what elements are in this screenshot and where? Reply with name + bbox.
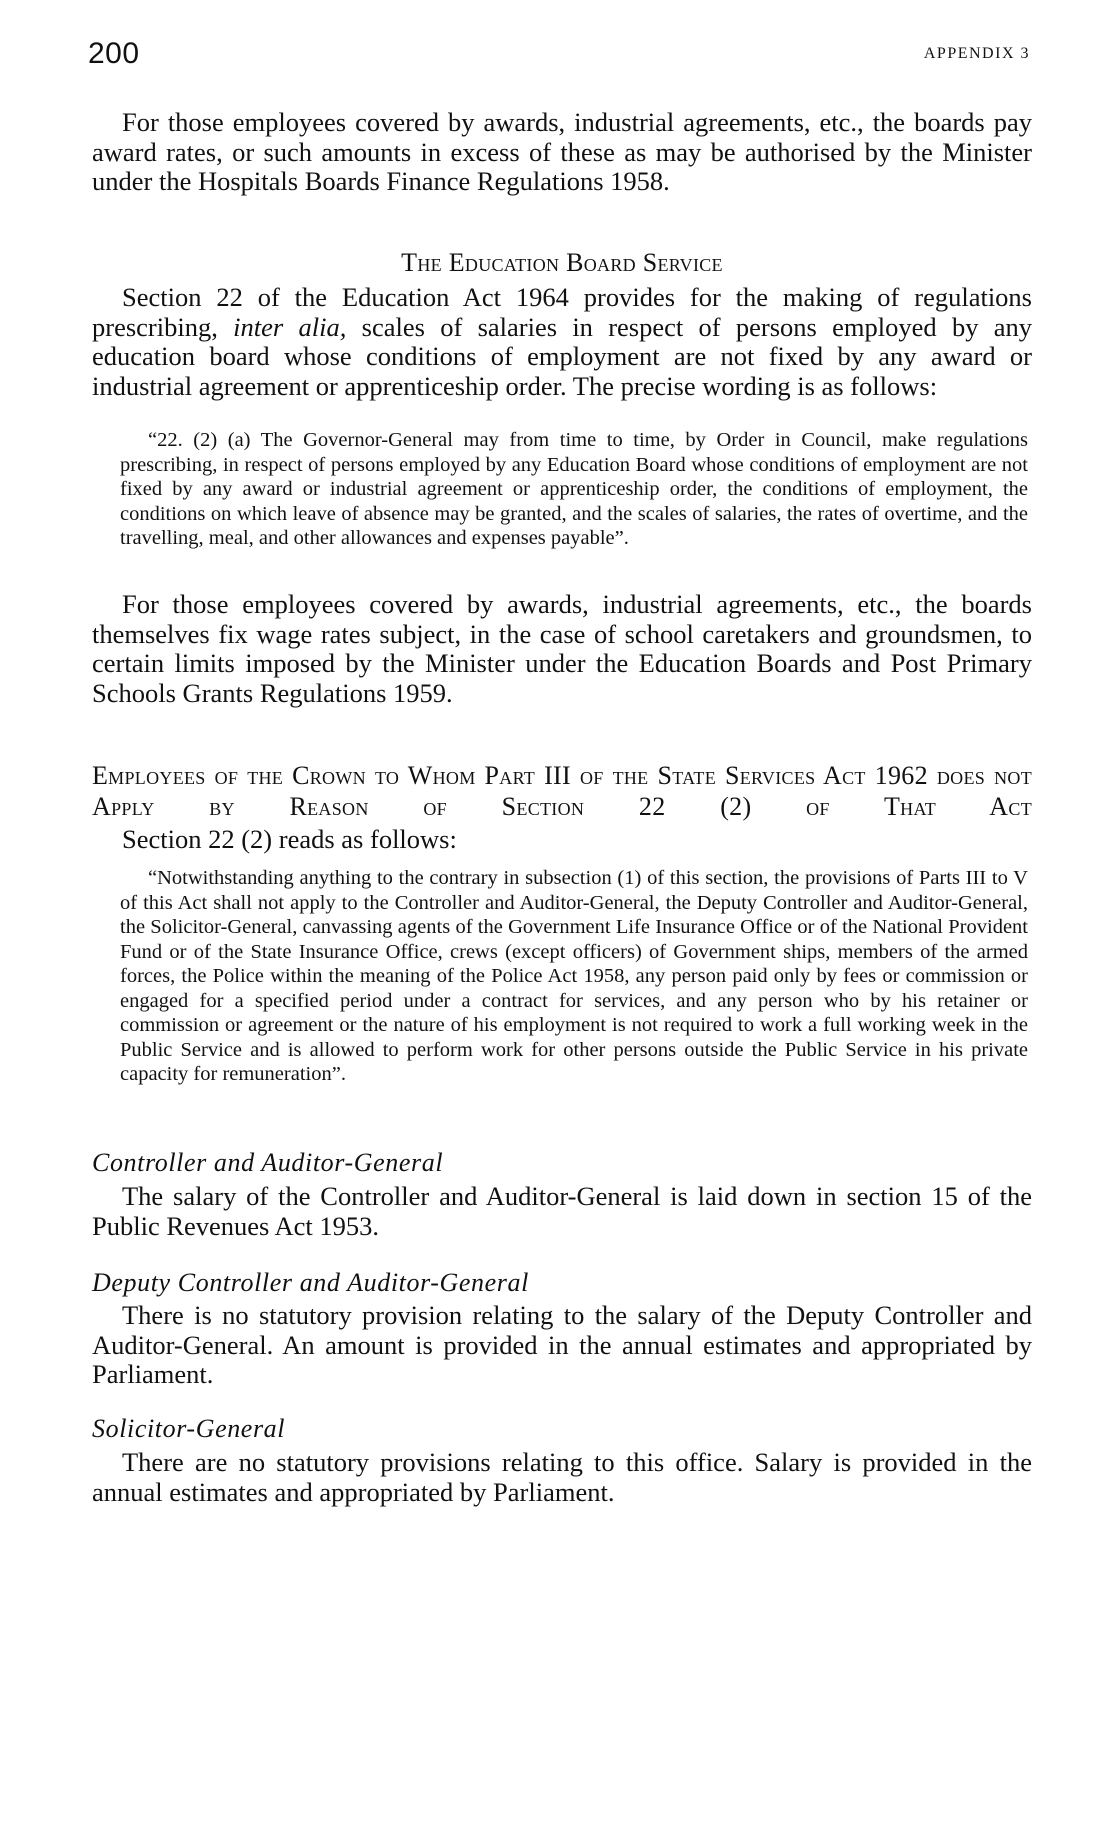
education-intro-part2: scales of salaries in respect of persons employed by any education board whose conditions of employment are not fixed by any award or industrial agreement or apprenticeship order. The precise wording is as follows: [92,311,1033,401]
education-intro-paragraph [92,283,1032,401]
controller-paragraph: The salary of the Controller and Auditor-General is laid down in section 15 of the Public Revenues Act 1953. [92,1181,1032,1241]
page-number: 200 [88,37,140,70]
education-awards-paragraph: For those employees covered by awards, industrial agreements, etc., the boards themselves fix wage rates subject, in the case of school caretakers and groundsmen, to certain limits imposed by the Minister under the Education Boards and Post Primary Schools Grants Regulations 1959. [92,589,1032,708]
appendix-label: APPENDIX 3 [923,45,1030,62]
education-board-heading: The Education Board Service [401,248,723,277]
state-services-quote: “Notwithstanding anything to the contrary in subsection (1) of this section, the provisions of Parts III to V of this Act shall not apply to the Controller and Auditor-General, the Deputy Controller and Auditor-General, the Solicitor-General, canvassing agents of the Government Life Insurance Office or of the National Provident Fund or of the State Insurance Office, crews (except officers) of Government ships, members of the armed forces, the Police within the meaning of the Police Act 1958, any person paid only by fees or commission or engaged for a specified period under a contract for services, and any person who by his retainer or commission or agreement or the nature of his employment is not required to work a full working week in the Public Service and is allowed to perform work for other persons outside the Public Service in his private capacity for remuneration”. [120,867,1028,1085]
controller-heading: Controller and Auditor-General [92,1148,444,1177]
deputy-controller-paragraph: There is no statutory provision relating to the salary of the Deputy Controller and Auditor-General. An amount is provided in the annual estimates and appropriated by Parliament. [92,1300,1032,1389]
education-intro-part1: Section 22 of the Education Act 1964 provides for the making of regulations prescribing, [92,282,1032,342]
hospital-awards-paragraph: For those employees covered by awards, industrial agreements, etc., the boards pay award rates, or such amounts in excess of these as may be authorised by the Minister under the Hospitals Boards Finance Regulations 1958. [92,107,1032,196]
solicitor-general-heading: Solicitor-General [92,1414,286,1443]
section-22-intro: Section 22 (2) reads as follows: [122,824,457,854]
crown-employees-heading: Employees of the Crown to Whom Part III of the State Services Act 1962 does not Apply by Reason of Section 22 (2) of That Act [92,761,1032,821]
education-act-quote: “22. (2) (a) The Governor-General may from time to time, by Order in Council, make regulations prescribing, in respect of persons employed by any Education Board whose conditions of employment are not fixed by any award or industrial agreement or apprenticeship order, the conditions of employment, the conditions on which leave of absence may be granted, and the scales of salaries, the rates of overtime, and the travelling, meal, and other allowances and expenses payable”. [120,429,1028,549]
solicitor-general-paragraph: There are no statutory provisions relating to this office. Salary is provided in the annual estimates and appropriated by Parliament. [92,1447,1032,1507]
education-intro-italic: inter alia, [233,311,347,342]
running-head [88,36,1030,76]
deputy-controller-heading: Deputy Controller and Auditor-General [92,1268,529,1297]
